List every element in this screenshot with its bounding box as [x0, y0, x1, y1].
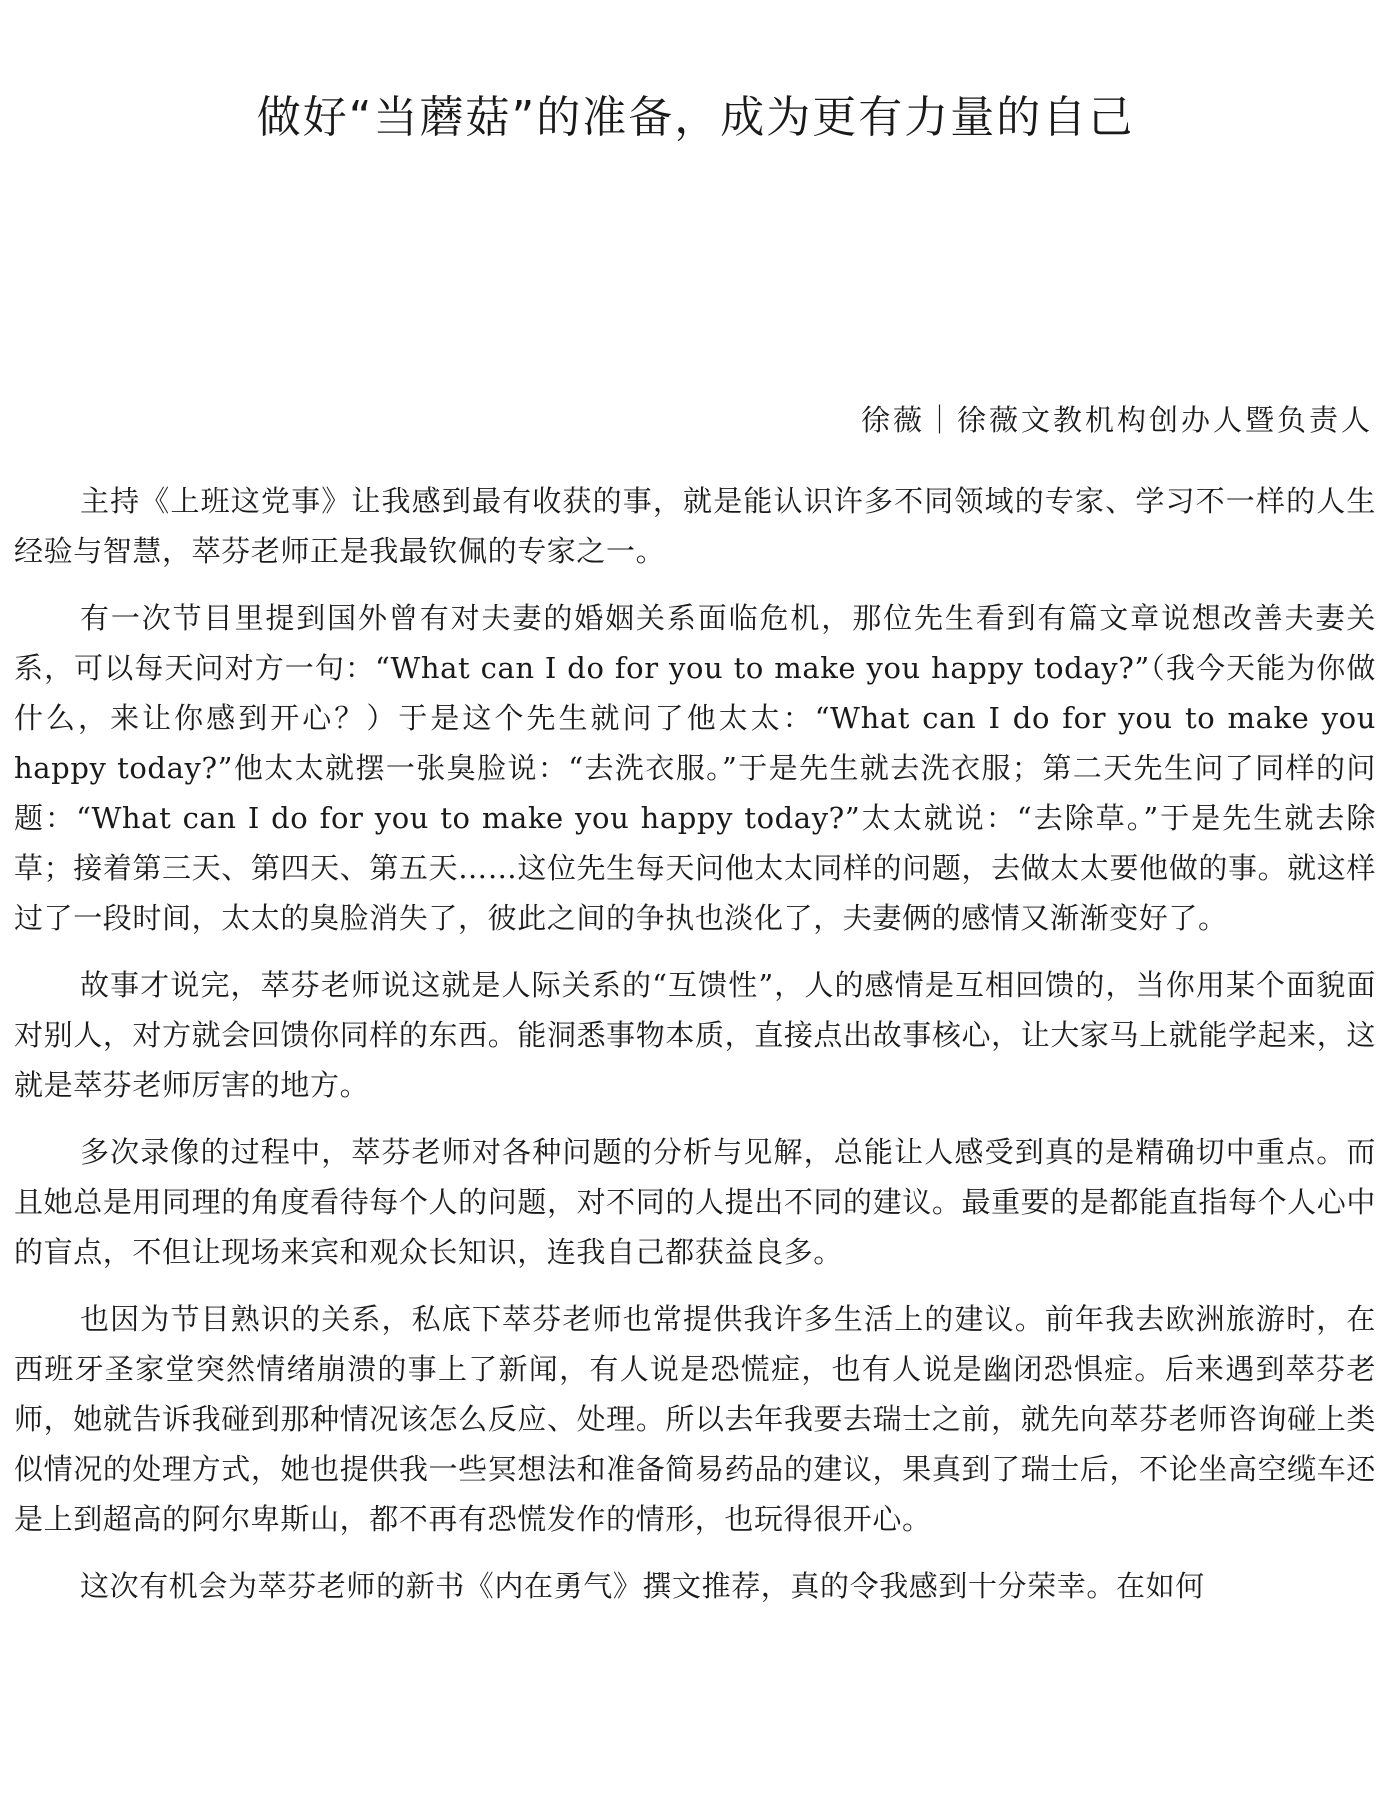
paragraph: 多次录像的过程中，萃芬老师对各种问题的分析与见解，总能让人感受到真的是精确切中重点。而且她总是用同理的角度看待每个人的问题，对不同的人提出不同的建议。最重要的是都能直指每个人心中的盲点，不但让现场来宾和观众长知识，连我自己都获益良多。 — [14, 1135, 1376, 1269]
paragraph: 有一次节目里提到国外曾有对夫妻的婚姻关系面临危机，那位先生看到有篇文章说想改善夫妻关系，可以每天问对方一句：“What can I do for you to make you happy today?”（我今天能为你做什么，来让你感到开心？）于是这个先生就问了他太太：“What can I do for you to make you happy today?”他太太就摆一张臭脸说：“去洗衣服。”于是先生就去洗衣服；第二天先生问了同样的问题：“What can I do for you to make you happy today?”太太就说：“去除草。”于是先生就去除草；接着第三天、第四天、第五天……这位先生每天问他太太同样的问题，去做太太要他做的事。就这样过了一段时间，太太的臭脸消失了，彼此之间的争执也淡化了，夫妻俩的感情又渐渐变好了。 — [14, 601, 1376, 935]
paragraph: 主持《上班这党事》让我感到最有收获的事，就是能认识许多不同领域的专家、学习不一样的人生经验与智慧，萃芬老师正是我最钦佩的专家之一。 — [14, 484, 1376, 568]
document-title: 做好“当蘑菇”的准备，成为更有力量的自己 — [256, 92, 1135, 143]
article-body — [14, 476, 1376, 1628]
paragraph: 也因为节目熟识的关系，私底下萃芬老师也常提供我许多生活上的建议。前年我去欧洲旅游时，在西班牙圣家堂突然情绪崩溃的事上了新闻，有人说是恐慌症，也有人说是幽闭恐惧症。后来遇到萃芬老师，她就告诉我碰到那种情况该怎么反应、处理。所以去年我要去瑞士之前，就先向萃芬老师咨询碰上类似情况的处理方式，她也提供我一些冥想法和准备简易药品的建议，果真到了瑞士后，不论坐高空缆车还是上到超高的阿尔卑斯山，都不再有恐慌发作的情形，也玩得很开心。 — [14, 1302, 1376, 1536]
author-byline: 徐薇｜徐薇文教机构创办人暨负责人 — [860, 403, 1373, 437]
paragraph: 故事才说完，萃芬老师说这就是人际关系的“互馈性”，人的感情是互相回馈的，当你用某个面貌面对别人，对方就会回馈你同样的东西。能洞悉事物本质，直接点出故事核心，让大家马上就能学起来，这就是萃芬老师厉害的地方。 — [14, 968, 1376, 1102]
paragraph: 这次有机会为萃芬老师的新书《内在勇气》撰文推荐，真的令我感到十分荣幸。在如何 — [80, 1569, 1205, 1603]
